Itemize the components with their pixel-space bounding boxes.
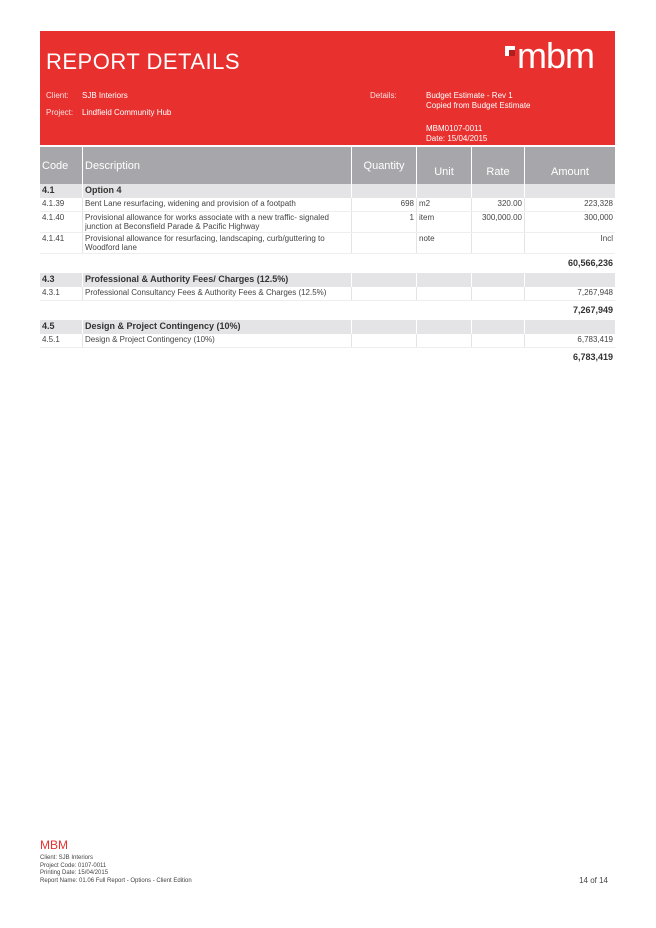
table-row (40, 212, 615, 233)
row-unit (417, 334, 472, 348)
row-amount: 7,267,948 (525, 287, 616, 301)
row-description: Bent Lane resurfacing, widening and provision of a footpath (83, 198, 352, 212)
row-unit (417, 287, 472, 301)
row-quantity: 1 (352, 212, 417, 233)
row-description: Design & Project Contingency (10%) (83, 334, 352, 348)
row-description: Professional Consultancy Fees & Authority Fees & Charges (12.5%) (83, 287, 352, 301)
row-unit: note (417, 233, 472, 254)
client-value: SJB Interiors (82, 91, 128, 100)
row-rate: 320.00 (472, 198, 525, 212)
details-line-1: Budget Estimate - Rev 1 (426, 91, 513, 100)
row-quantity: 698 (352, 198, 417, 212)
row-code: 4.1.39 (40, 198, 83, 212)
row-description: Provisional allowance for works associate with a new traffic- signaled junction at Beconsfield Parade & Pacific Highway (83, 212, 352, 233)
logo-text: mbm (517, 35, 594, 76)
section-total-row (40, 301, 615, 321)
table-row (40, 198, 615, 212)
table-row (40, 287, 615, 301)
table-row (40, 334, 615, 348)
section-total: 7,267,949 (40, 301, 615, 321)
details-line-2: Copied from Budget Estimate (426, 101, 531, 110)
report-header-banner (40, 31, 615, 145)
row-quantity (352, 233, 417, 254)
footer-info (40, 855, 192, 885)
logo-mark-icon (505, 46, 515, 56)
col-amount: Amount (525, 147, 616, 184)
client-label: Client: (46, 91, 69, 100)
project-value: Lindfield Community Hub (82, 108, 172, 117)
section-row (40, 184, 615, 198)
col-rate: Rate (472, 147, 525, 184)
section-code: 4.1 (40, 184, 83, 198)
project-label: Project: (46, 108, 74, 117)
footer-printing-date: Printing Date: 15/04/2015 (40, 870, 109, 876)
row-rate (472, 287, 525, 301)
section-total-row (40, 348, 615, 368)
page-number: 14 of 14 (579, 876, 608, 885)
row-amount: 223,328 (525, 198, 616, 212)
details-label: Details: (370, 91, 397, 100)
section-row (40, 320, 615, 334)
col-description: Description (83, 147, 352, 184)
row-code: 4.1.41 (40, 233, 83, 254)
row-quantity (352, 334, 417, 348)
section-code: 4.3 (40, 273, 83, 287)
footer-report-name: Report Name: 01.06 Full Report - Options - Client Edition (40, 877, 192, 884)
footer-client: Client: SJB Interiors (40, 855, 94, 861)
row-rate: 300,000.00 (472, 212, 525, 233)
col-unit: Unit (417, 147, 472, 184)
table-row (40, 233, 615, 254)
footer-project-code: Project Code: 0107-0011 (40, 862, 107, 869)
section-total-row (40, 254, 615, 274)
row-quantity (352, 287, 417, 301)
row-code: 4.3.1 (40, 287, 83, 301)
details-line-3: MBM0107-0011 (426, 124, 483, 133)
table-header-row (40, 147, 615, 184)
section-row (40, 273, 615, 287)
row-code: 4.5.1 (40, 334, 83, 348)
row-rate (472, 334, 525, 348)
row-code: 4.1.40 (40, 212, 83, 233)
section-title: Design & Project Contingency (10%) (83, 320, 352, 334)
footer-brand: MBM (40, 838, 68, 852)
row-amount: 6,783,419 (525, 334, 616, 348)
col-quantity: Quantity (352, 147, 417, 184)
mbm-logo (505, 35, 603, 81)
section-code: 4.5 (40, 320, 83, 334)
details-line-4: Date: 15/04/2015 (426, 134, 488, 143)
report-title: REPORT DETAILS (46, 49, 241, 74)
section-total: 6,783,419 (40, 348, 615, 368)
row-description: Provisional allowance for resurfacing, landscaping, curb/guttering to Woodford lane (83, 233, 352, 254)
section-total: 60,566,236 (40, 254, 615, 274)
section-title: Option 4 (83, 184, 352, 198)
row-amount: Incl (525, 233, 616, 254)
section-title: Professional & Authority Fees/ Charges (12.5%) (83, 273, 352, 287)
row-rate (472, 233, 525, 254)
col-code: Code (40, 147, 83, 184)
estimate-table (40, 147, 615, 367)
row-unit: m2 (417, 198, 472, 212)
row-unit: item (417, 212, 472, 233)
row-amount: 300,000 (525, 212, 616, 233)
